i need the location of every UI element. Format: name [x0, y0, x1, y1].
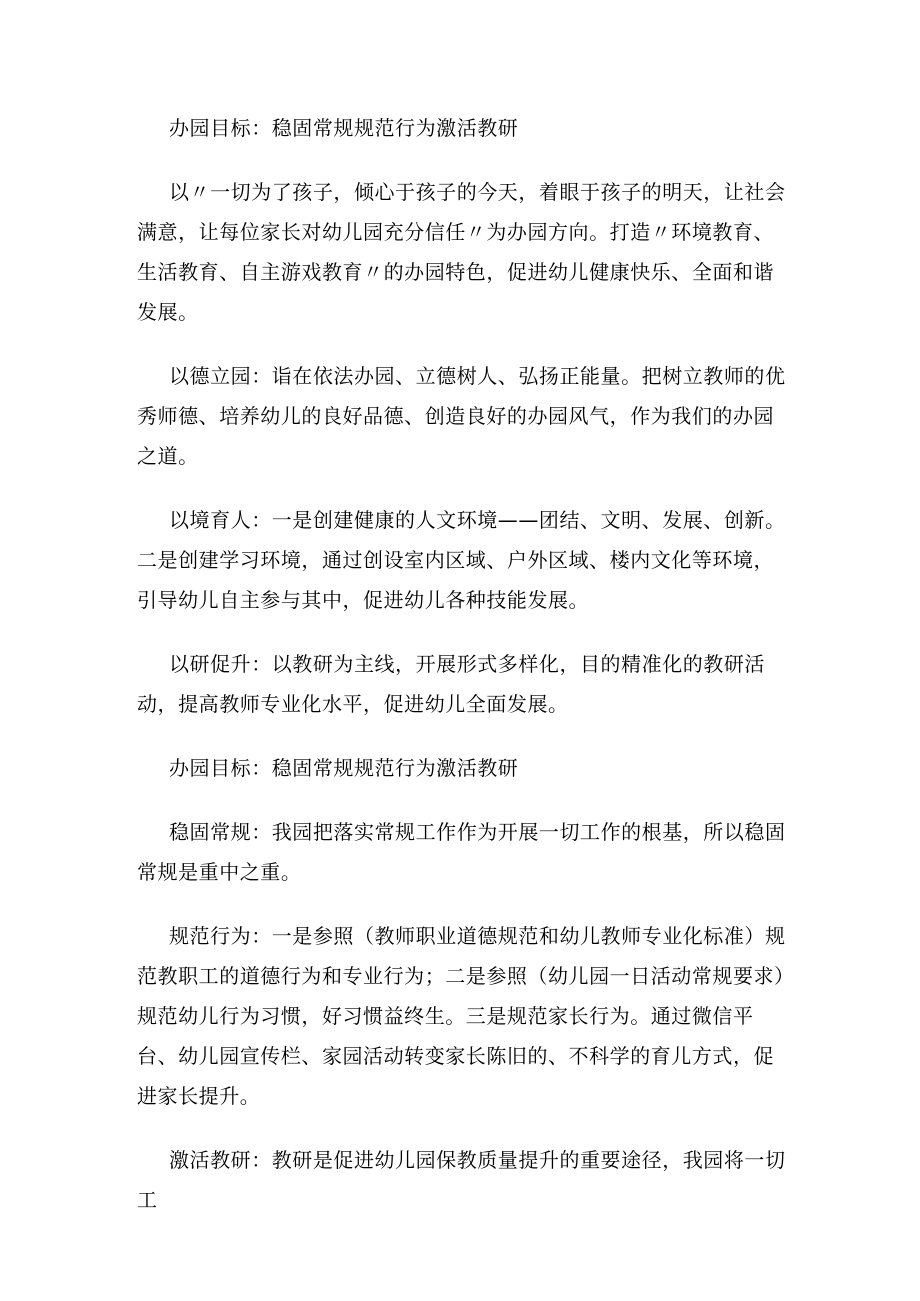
paragraph-environment: 以境育人：一是创建健康的人文环境——团结、文明、发展、创新。二是创建学习环境，通过创设室内区域、户外区域、楼内文化等环境，引导幼儿自主参与其中，促进幼儿各种技能发展。	[137, 508, 786, 612]
paragraph-behavior: 规范行为：一是参照（教师职业道德规范和幼儿教师专业化标准）规范教职工的道德行为和专业行为；二是参照（幼儿园一日活动常规要求）规范幼儿行为习惯，好习惯益终生。三是规范家长行为。通过微信平台、幼儿园宣传栏、家园活动转变家长陈旧的、不科学的育儿方式，促进家长提升。	[137, 924, 786, 1108]
paragraph-research: 以研促升：以教研为主线，开展形式多样化，目的精准化的教研活动，提高教师专业化水平，促进幼儿全面发展。	[137, 652, 765, 716]
heading-goal: 办园目标：稳固常规规范行为激活教研	[169, 116, 519, 140]
paragraph-moral: 以德立园：诣在依法办园、立德树人、弘扬正能量。把树立教师的优秀师德、培养幼儿的良好品德、创造良好的办园风气，作为我们的办园之道。	[137, 364, 786, 468]
paragraph-routine: 稳固常规：我园把落实常规工作作为开展一切工作的根基，所以稳固常规是重中之重。	[137, 820, 786, 884]
document-body	[137, 108, 793, 1220]
paragraph-direction: 以〃一切为了孩子，倾心于孩子的今天，着眼于孩子的明天，让社会满意，让每位家长对幼儿园充分信任〃为办园方向。打造〃环境教育、生活教育、自主游戏教育〃的办园特色，促进幼儿健康快乐、全面和谐发展。	[137, 180, 786, 324]
heading-goal-repeat: 办园目标：稳固常规规范行为激活教研	[169, 756, 519, 780]
paragraph-activate-research: 激活教研：教研是促进幼儿园保教质量提升的重要途径，我园将一切工	[137, 1148, 786, 1212]
